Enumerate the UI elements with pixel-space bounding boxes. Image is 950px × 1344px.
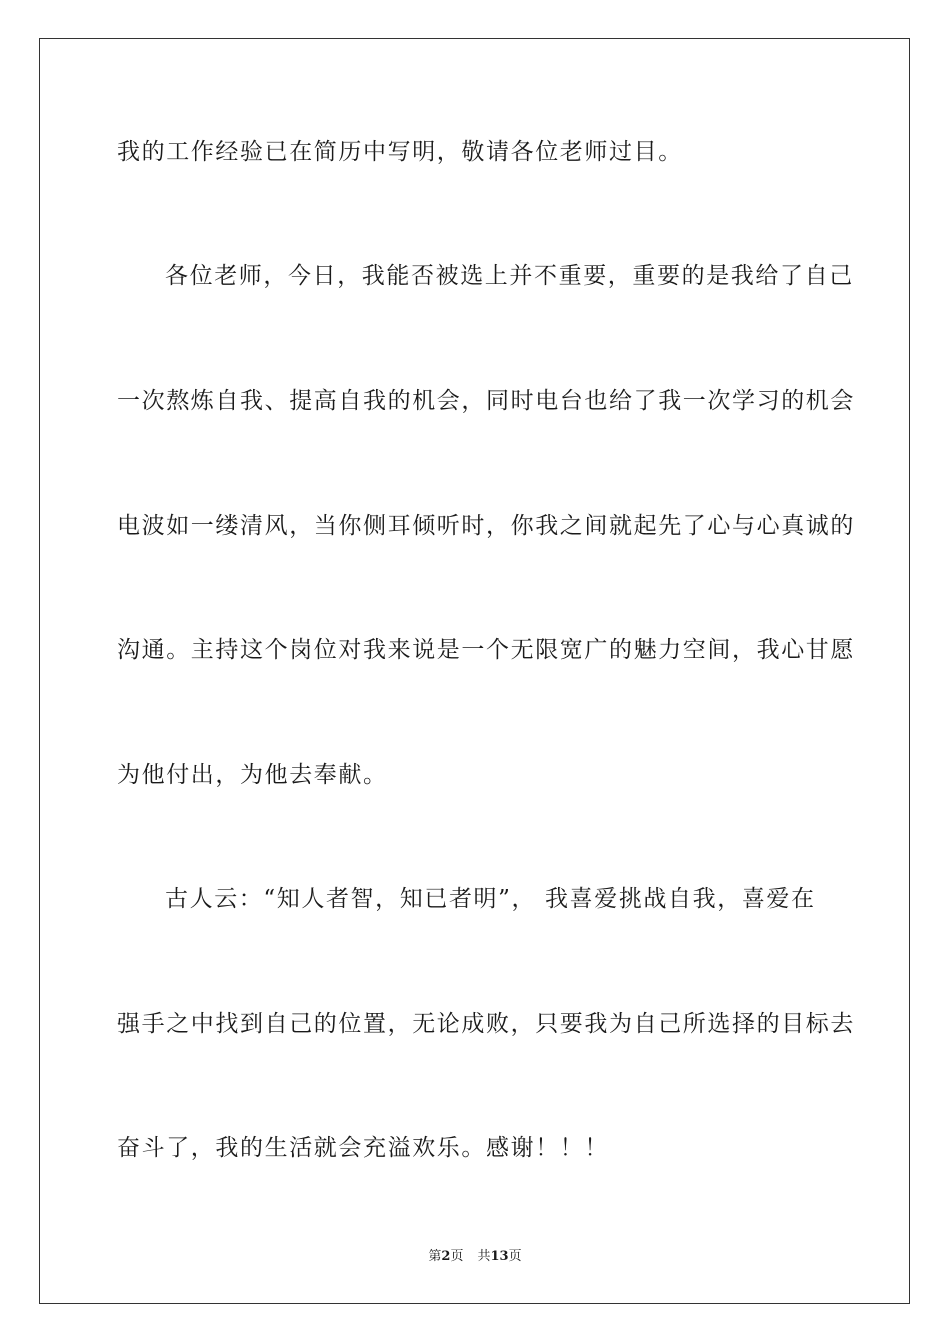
body-line-9: 奋斗了，我的生活就会充溢欢乐。感谢！！！: [117, 1135, 609, 1161]
footer-page-total: 13: [490, 1249, 509, 1264]
page-footer: [0, 1248, 950, 1266]
footer-page-suffix: 页: [450, 1249, 464, 1264]
body-line-3: 一次熬炼自我、提高自我的机会，同时电台也给了我一次学习的机会: [117, 388, 855, 414]
body-line-1: 我的工作经验已在简历中写明，敬请各位老师过目。: [117, 139, 683, 165]
page-border: [39, 38, 910, 1304]
footer-page-current: 2: [441, 1249, 451, 1264]
body-line-2: 各位老师，今日，我能否被选上并不重要，重要的是我给了自己: [165, 263, 854, 289]
footer-page-prefix: 第: [428, 1249, 442, 1264]
footer-total-suffix: 页: [508, 1249, 522, 1264]
body-line-8: 强手之中找到自己的位置，无论成败，只要我为自己所选择的目标去: [117, 1011, 855, 1037]
body-line-5: 沟通。主持这个岗位对我来说是一个无限宽广的魅力空间，我心甘愿: [117, 637, 855, 663]
footer-total-prefix: 共: [477, 1249, 491, 1264]
body-line-4: 电波如一缕清风，当你侧耳倾听时，你我之间就起先了心与心真诚的: [117, 513, 855, 539]
body-line-6: 为他付出，为他去奉献。: [117, 762, 388, 788]
body-line-7: 古人云：“知人者智，知已者明”， 我喜爱挑战自我，喜爱在: [165, 886, 816, 912]
